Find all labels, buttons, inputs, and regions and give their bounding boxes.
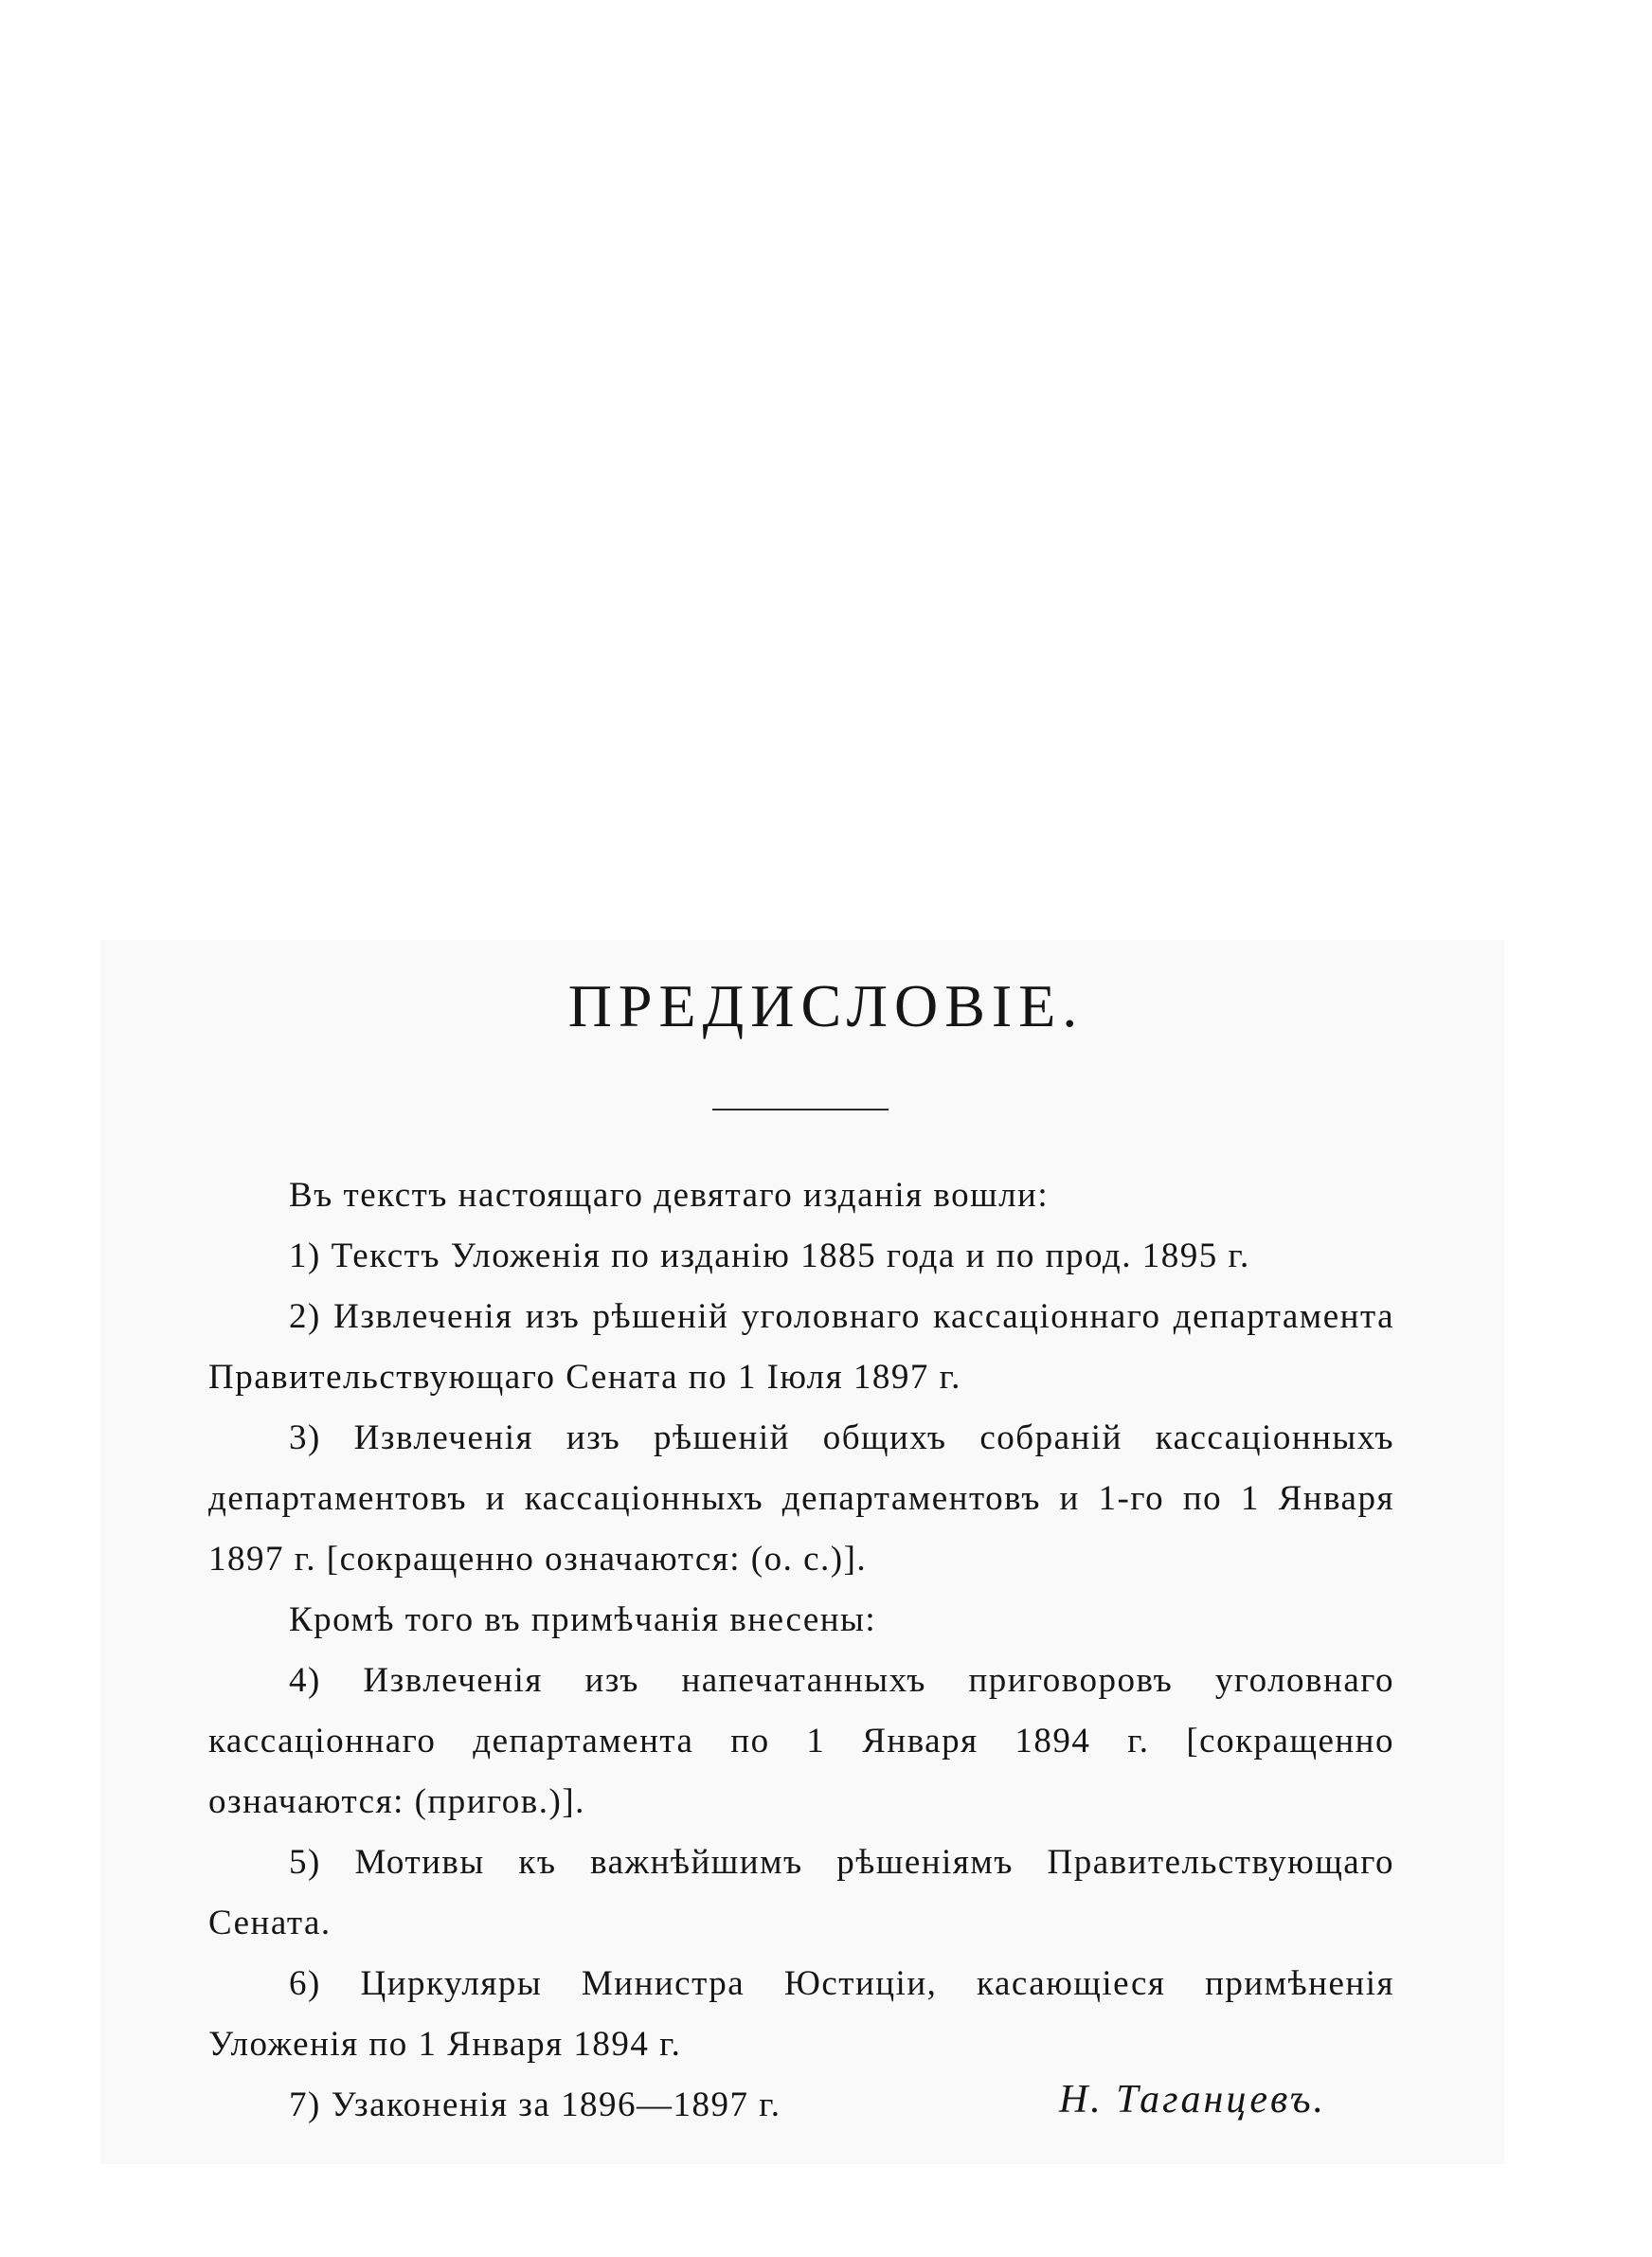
list-item-5: 5) Мотивы къ важнѣйшимъ рѣшеніямъ Правительствующаго Сената.	[208, 1843, 1394, 1942]
preface-body	[208, 1165, 1394, 2136]
author-signature: Н. Таганцевъ.	[1058, 2078, 1326, 2122]
page-title: ПРЕДИСЛОВІЕ.	[567, 972, 1085, 1039]
list-item-1: 1) Текстъ Уложенія по изданію 1885 года и по прод. 1895 г.	[289, 1237, 1250, 1275]
list-item-7: 7) Узаконенія за 1896—1897 г.	[289, 2085, 781, 2124]
title-divider	[712, 1109, 889, 1110]
list-item-3: 3) Извлеченія изъ рѣшеній общихъ собраній кассаціонныхъ департаментовъ и кассаціонныхъ департаментовъ и 1-го по 1 Января 1897 г. [сокращенно означаются: (о. с.)].	[208, 1418, 1394, 1579]
list-item-4: 4) Извлеченія изъ напечатанныхъ приговоровъ уголовнаго кассаціоннаго департамента по 1 Января 1894 г. [сокращенно означаются: (пригов.)].	[208, 1661, 1394, 1821]
list-item-2: 2) Извлеченія изъ рѣшеній уголовнаго кассаціоннаго департамента Правительствующаго Сената по 1 Іюля 1897 г.	[208, 1297, 1394, 1397]
list-item-6: 6) Циркуляры Министра Юстиціи, касающіеся примѣненія Уложенія по 1 Января 1894 г.	[208, 1964, 1394, 2064]
paragraph-notes-intro: Кромѣ того въ примѣчанія внесены:	[289, 1600, 877, 1639]
paragraph-intro: Въ текстъ настоящаго девятаго изданія вошли:	[289, 1176, 1050, 1215]
